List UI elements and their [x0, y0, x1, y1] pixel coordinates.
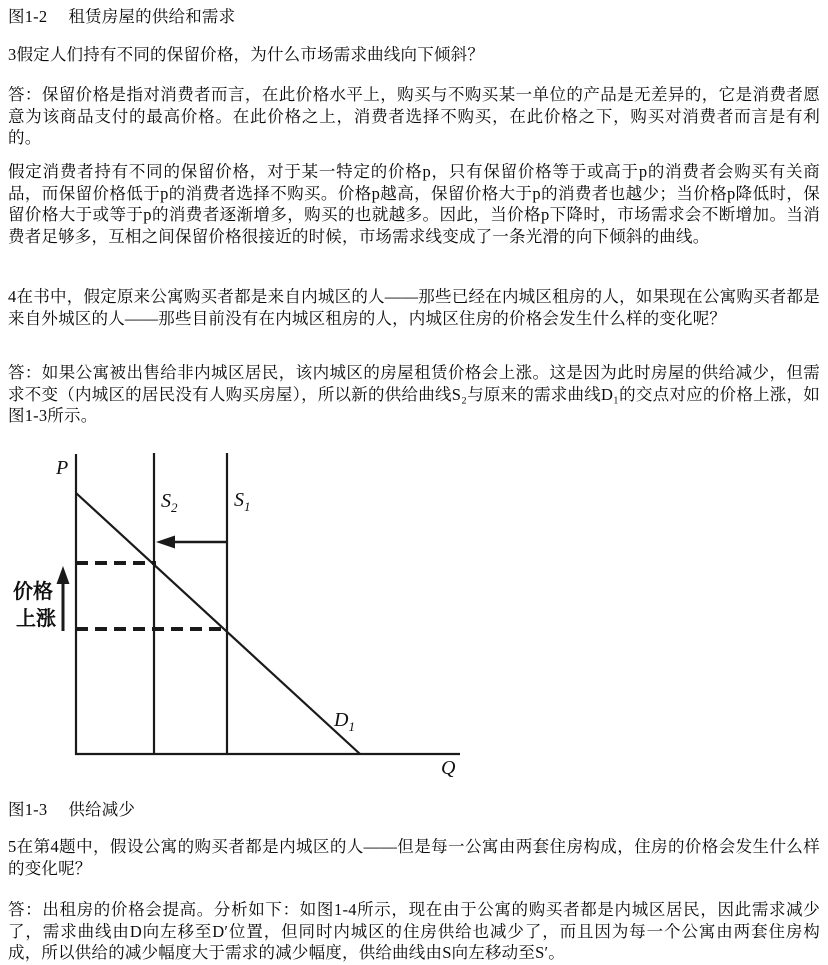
- q-axis-label: Q: [441, 757, 456, 779]
- answer-5: 答：出租房的价格会提高。分析如下：如图1-4所示，现在由于公寓的购买者都是内城区居民，因此需求减少了，需求曲线由D向左移至D′位置，但同时内城区的住房供给也减少了，而且因为每一个公寓由两套住房构成，所以供给的减少幅度大于需求的减少幅度，供给曲线由S向左移动至S′。: [8, 900, 820, 962]
- s1-label-subscript: 1: [244, 499, 251, 514]
- d1-label-subscript: 1: [348, 719, 355, 734]
- question-5: 5在第4题中，假设公寓的购买者都是内城区的人——但是每一公寓由两套住房构成，住房的价格会发生什么样的变化呢？: [8, 837, 820, 878]
- supply-shift-arrow: [156, 536, 226, 549]
- figure-1-3-caption: 图1-3 供给减少: [8, 800, 136, 819]
- supply-shift-arrowhead-icon: [156, 536, 175, 549]
- answer-3-paragraph-1: 答：保留价格是指对消费者而言，在此价格水平上，购买与不购买某一单位的产品是无差异的，它是消费者愿意为该商品支付的最高价格。在此价格之上，消费者选择不购买，在此价格之下，购买对消费者而言是有利的。: [8, 85, 820, 147]
- question-4: 4在书中，假定原来公寓购买者都是来自内城区的人——那些已经在内城区租房的人，如果现在公寓购买者都是来自外城区的人——那些目前没有在内城区租房的人，内城区住房的价格会发生什么样的变化呢？: [8, 287, 820, 328]
- price-rise-label-line2: 上涨: [16, 608, 56, 630]
- p-axis-label: P: [56, 457, 69, 479]
- answer-4: 答：如果公寓被出售给非内城区居民，该内城区的房屋租赁价格会上涨。这是因为此时房屋的供给减少，但需求不变（内城区的居民没有人购买房屋），所以新的供给曲线S₂与原来的需求曲线D₁的交点对应的价格上涨，如图1-3所示。: [8, 363, 820, 425]
- question-3: 3假定人们持有不同的保留价格，为什么市场需求曲线向下倾斜？: [8, 45, 485, 64]
- s1-label: [234, 489, 251, 514]
- d1-label-main: D: [334, 709, 349, 731]
- s2-label-subscript: 2: [171, 500, 178, 515]
- s2-label: [161, 490, 178, 515]
- d1-label: [333, 709, 355, 734]
- s2-label-main: S: [161, 490, 171, 512]
- answer-3-paragraph-2: 假定消费者持有不同的保留价格，对于某一特定的价格p，只有保留价格等于或高于p的消费者会购买有关商品，而保留价格低于p的消费者选择不购买。价格p越高，保留价格大于p的消费者也越少；当价格p降低时，保留价格大于或等于p的消费者逐渐增多，购买的也就越多。因此，当价格p下降时，市场需求会不断增加。当消费者足够多，互相之间保留价格很接近的时候，市场需求线变成了一条光滑的向下倾斜的曲线。: [8, 162, 820, 246]
- price-rise-label-line1: 价格: [13, 581, 53, 603]
- price-rise-arrowhead-icon: [57, 566, 70, 584]
- s1-label-main: S: [234, 489, 244, 511]
- figure-1-2-caption: 图1-2 租赁房屋的供给和需求: [8, 7, 236, 26]
- figure-1-3-supply-demand-diagram: [0, 445, 470, 785]
- demand-curve-d1: [76, 493, 360, 754]
- price-rise-arrow: [57, 566, 70, 631]
